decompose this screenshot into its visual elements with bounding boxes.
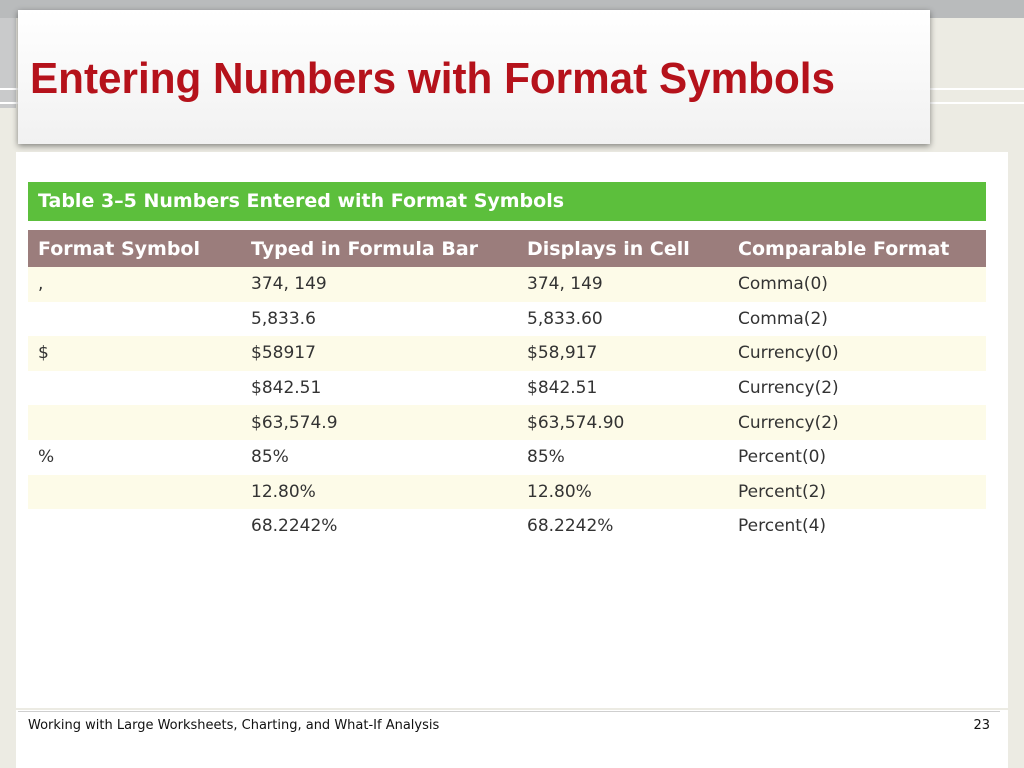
slide-content xyxy=(16,152,1008,708)
table-row xyxy=(28,336,986,371)
cell-format-symbol xyxy=(28,405,241,440)
cell-displayed-value: $58,917 xyxy=(517,336,728,371)
table-row xyxy=(28,509,986,544)
slide-title: Entering Numbers with Format Symbols xyxy=(30,54,836,103)
cell-format-symbol xyxy=(28,509,241,544)
cell-comparable-format: Currency(2) xyxy=(738,378,839,399)
cell-format-symbol xyxy=(28,371,241,406)
header-comparable-format: Comparable Format xyxy=(728,230,986,267)
cell-typed-value: $842.51 xyxy=(251,378,322,399)
cell-typed-value: $63,574.9 xyxy=(241,405,517,440)
format-symbols-table xyxy=(28,230,986,544)
cell-displayed-value: 85% xyxy=(527,447,565,468)
footer-divider xyxy=(18,711,1000,712)
page-number: 23 xyxy=(973,718,990,733)
table-row xyxy=(28,405,986,440)
cell-format-symbol: , xyxy=(28,267,241,302)
header-displays-in-cell: Displays in Cell xyxy=(517,230,728,267)
left-decor-band xyxy=(0,18,16,108)
cell-comparable-format: Comma(0) xyxy=(728,267,986,302)
cell-comparable-format: Percent(4) xyxy=(738,516,827,537)
cell-typed-value: 374, 149 xyxy=(241,267,517,302)
cell-comparable-format: Comma(2) xyxy=(738,308,828,329)
cell-displayed-value: $842.51 xyxy=(527,378,598,399)
cell-format-symbol xyxy=(28,302,241,337)
table-header-row xyxy=(28,230,986,267)
header-format-symbol: Format Symbol xyxy=(28,230,241,267)
cell-comparable-format: Percent(0) xyxy=(738,447,827,468)
cell-typed-value: 68.2242% xyxy=(251,516,338,537)
footer-text: Working with Large Worksheets, Charting, and What-If Analysis xyxy=(28,718,440,733)
cell-displayed-value: $63,574.90 xyxy=(517,405,728,440)
cell-typed-value: 12.80% xyxy=(241,475,517,510)
cell-typed-value: 5,833.6 xyxy=(251,308,316,329)
cell-format-symbol: % xyxy=(38,447,55,468)
cell-comparable-format: Percent(2) xyxy=(728,475,986,510)
table-row xyxy=(28,267,986,302)
cell-typed-value: $58917 xyxy=(241,336,517,371)
cell-displayed-value: 12.80% xyxy=(517,475,728,510)
table-row xyxy=(28,475,986,510)
header-typed-in-formula-bar: Typed in Formula Bar xyxy=(241,230,517,267)
cell-comparable-format: Currency(0) xyxy=(728,336,986,371)
table-row xyxy=(28,302,986,337)
cell-format-symbol: $ xyxy=(28,336,241,371)
table-row xyxy=(28,440,986,475)
cell-format-symbol xyxy=(28,475,241,510)
table-row xyxy=(28,371,986,406)
cell-displayed-value: 68.2242% xyxy=(527,516,614,537)
cell-displayed-value: 5,833.60 xyxy=(527,308,603,329)
cell-comparable-format: Currency(2) xyxy=(728,405,986,440)
title-box xyxy=(18,10,930,144)
cell-displayed-value: 374, 149 xyxy=(517,267,728,302)
table-caption: Table 3–5 Numbers Entered with Format Symbols xyxy=(28,182,986,221)
cell-typed-value: 85% xyxy=(251,447,289,468)
